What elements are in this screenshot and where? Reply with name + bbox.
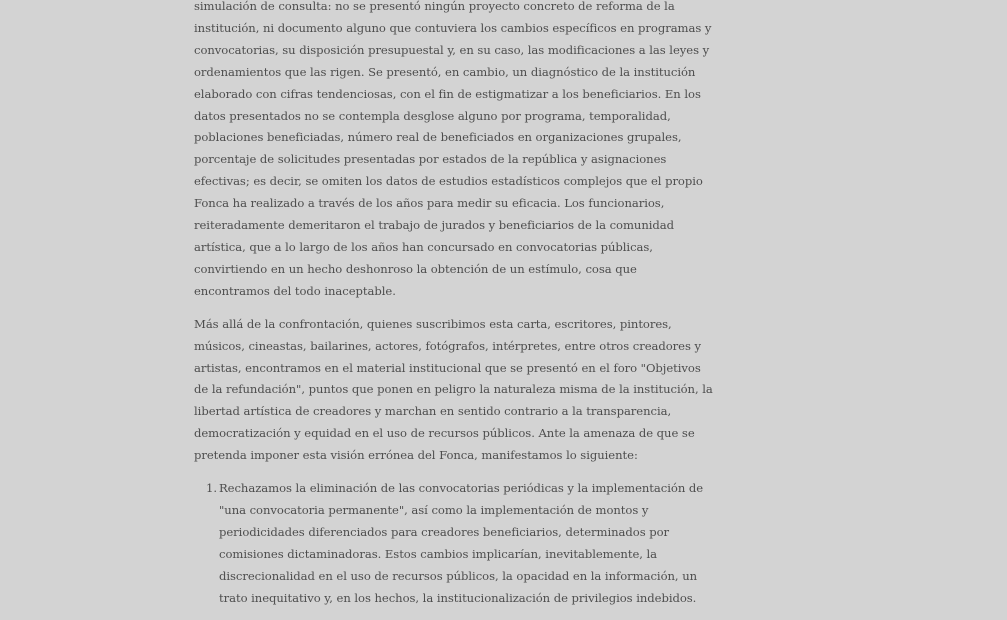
paragraph-line: Fonca ha realizado a través de los años para medir su eficacia. Los funcionarios, (194, 196, 665, 211)
paragraph-line: músicos, cineastas, bailarines, actores, fotógrafos, intérpretes, entre otros creadores y (194, 338, 702, 353)
list-item-line: "una convocatoria permanente", así como la implementación de montos y (219, 502, 649, 517)
paragraph-line: porcentaje de solicitudes presentadas por estados de la república y asignaciones (194, 152, 667, 167)
paragraph-line: reiteradamente demeritaron el trabajo de jurados y beneficiarios de la comunidad (194, 218, 675, 233)
list-item-line: Rechazamos la eliminación de las convocatorias periódicas y la implementación de (219, 481, 704, 496)
paragraph-line: ordenamientos que las rigen. Se presentó, en cambio, un diagnóstico de la institución (194, 64, 696, 79)
paragraph-line: simulación de consulta: no se presentó ningún proyecto concreto de reforma de la (194, 0, 675, 13)
paragraph-line: pretenda imponer esta visión errónea del Fonca, manifestamos lo siguiente: (194, 448, 638, 463)
list-item-line: comisiones dictaminadoras. Estos cambios implicarían, inevitablemente, la (219, 546, 658, 561)
list-item (194, 478, 704, 609)
numbered-list (194, 478, 704, 609)
list-item-line: discrecionalidad en el uso de recursos públicos, la opacidad en la información, un (219, 568, 698, 583)
paragraph-line: poblaciones beneficiadas, número real de beneficiados en organizaciones grupales, (194, 130, 682, 145)
paragraph-line: artistas, encontramos en el material institucional que se presentó en el foro "Objetivos (194, 360, 701, 375)
list-item-line: trato inequitativo y, en los hechos, la institucionalización de privilegios indebidos. (219, 590, 697, 605)
list-item-number: 1. (206, 481, 217, 496)
article-body (194, 0, 713, 609)
paragraph-line: Más allá de la confrontación, quienes suscribimos esta carta, escritores, pintores, (194, 316, 672, 331)
paragraph-line: convocatorias, su disposición presupuestal y, en su caso, las modificaciones a las leyes y (194, 42, 710, 57)
paragraph-line: artística, que a lo largo de los años han concursado en convocatorias públicas, (194, 239, 653, 254)
paragraph-line: elaborado con cifras tendenciosas, con el fin de estigmatizar a los beneficiarios. En los (194, 86, 701, 101)
paragraph-line: efectivas; es decir, se omiten los datos de estudios estadísticos complejos que el propio (194, 174, 703, 189)
paragraph-line: democratización y equidad en el uso de recursos públicos. Ante la amenaza de que se (194, 426, 695, 441)
list-item-line: periodicidades diferenciados para creadores beneficiarios, determinados por (219, 524, 670, 539)
paragraph-1 (194, 0, 712, 303)
paragraph-line: datos presentados no se contempla desglose alguno por programa, temporalidad, (194, 108, 671, 123)
paragraph-line: institución, ni documento alguno que contuviera los cambios específicos en programas y (194, 20, 712, 35)
paragraph-line: encontramos del todo inaceptable. (194, 283, 396, 298)
paragraph-line: convirtiendo en un hecho deshonroso la obtención de un estímulo, cosa que (194, 261, 637, 276)
paragraph-2 (194, 314, 713, 467)
paragraph-line: de la refundación", puntos que ponen en peligro la naturaleza misma de la institución, la (194, 382, 713, 397)
paragraph-line: libertad artística de creadores y marchan en sentido contrario a la transparencia, (194, 404, 672, 419)
